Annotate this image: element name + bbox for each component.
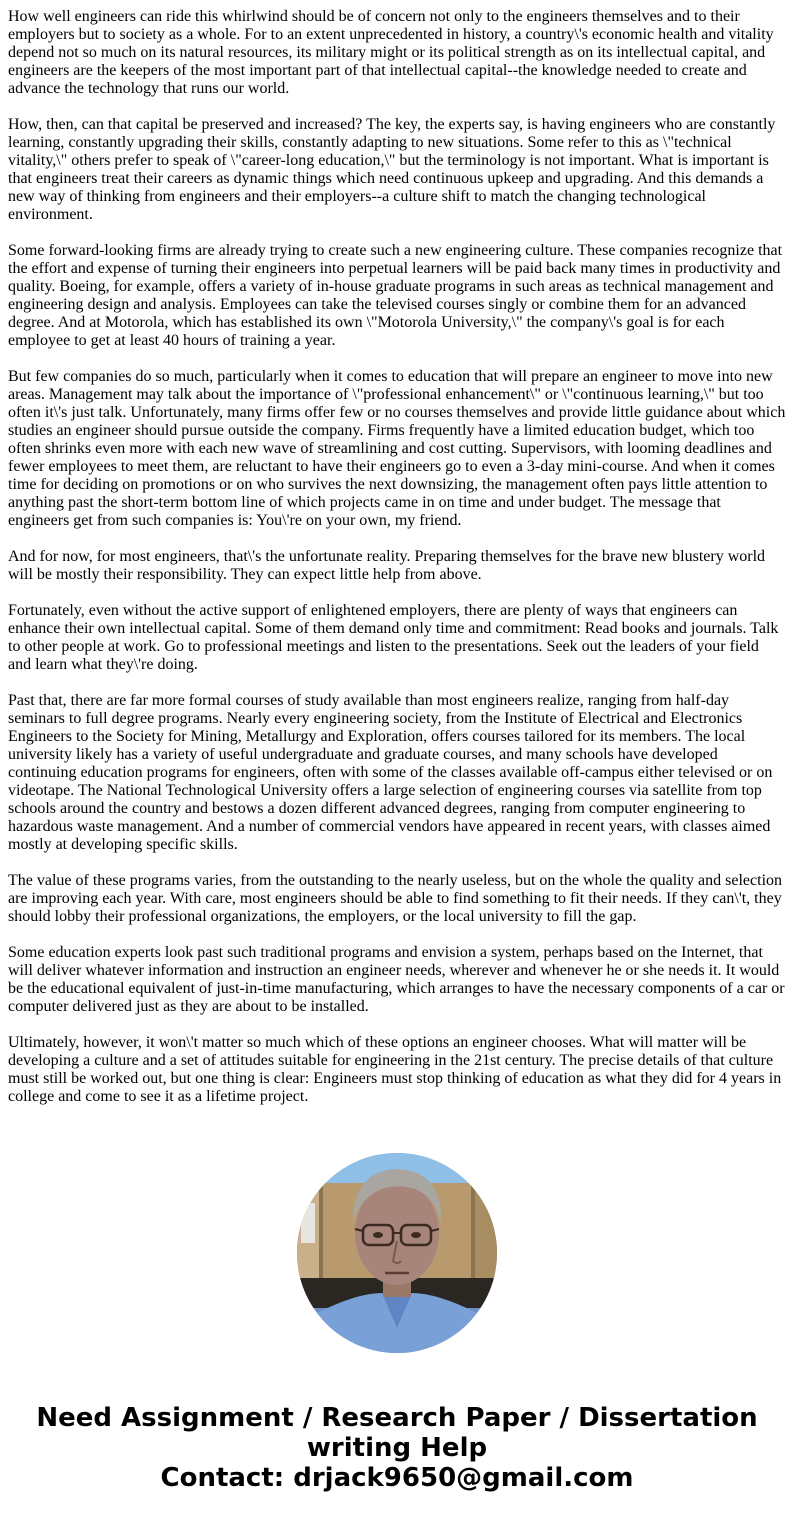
cta-subheadline: writing Help (306, 1433, 488, 1463)
paragraph: And for now, for most engineers, that\'s the unfortunate reality. Preparing themselves for the brave new blustery world will be mostly their responsibility. They can expect little help from above. (8, 548, 766, 583)
cta-headline: Need Assignment / Research Paper / Dissertation (36, 1403, 758, 1433)
contact-email: Contact: drjack9650@gmail.com (160, 1463, 634, 1493)
paragraph: Some education experts look past such traditional programs and envision a system, perhaps based on the Internet, that will deliver whatever information and instruction an engineer needs, wherever and whenever he or she needs it. It would be the educational equivalent of just-in-time manufacturing, which arranges to have the necessary components of a car or computer delivered just as they are about to be installed. (8, 944, 785, 1015)
paragraph: The value of these programs varies, from the outstanding to the nearly useless, but on the whole the quality and selection are improving each year. With care, most engineers should be able to find something to fit their needs. If they can\'t, they should lobby their professional organizations, the employers, or the local university to fill the gap. (8, 872, 783, 925)
paragraph: Fortunately, even without the active support of enlightened employers, there are plenty of ways that engineers can enhance their own intellectual capital. Some of them demand only time and commitment: Read books and journals. Talk to other people at work. Go to professional meetings and listen to the presentations. Seek out the leaders of your field and learn what they\'re doing. (8, 602, 779, 673)
portrait-image (297, 1153, 497, 1353)
paragraph: How well engineers can ride this whirlwind should be of concern not only to the engineers themselves and to their employers but to society as a whole. For to an extent unprecedented in history, a country\'s economic health and vitality depend not so much on its natural resources, its military might or its political strength as on its intellectual capital, and engineers are the keepers of the most important part of that intellectual capital--the knowledge needed to create and advance the technology that runs our world. (8, 8, 774, 97)
paragraph: Past that, there are far more formal courses of study available than most engineers realize, ranging from half-day seminars to full degree programs. Nearly every engineering society, from the Institute of Electrical and Electronics Engineers to the Society for Mining, Metallurgy and Exploration, offers courses tailored for its members. The local university likely has a variety of useful undergraduate and graduate courses, and many schools have developed continuing education programs for engineers, often with some of the classes available off-campus either televised or on videotape. The National Technological University offers a large selection of engineering courses via satellite from top schools around the country and bestows a dozen different advanced degrees, ranging from computer engineering to hazardous waste management. And a number of commercial vendors have appeared in recent years, with classes aimed mostly at developing specific skills. (8, 692, 773, 853)
paragraph: Ultimately, however, it won\'t matter so much which of these options an engineer chooses. What will matter will be developing a culture and a set of attitudes suitable for engineering in the 21st century. The precise details of that culture must still be worked out, but one thing is clear: Engineers must stop thinking of education as what they did for 4 years in college and come to see it as a lifetime project. (8, 1034, 782, 1105)
contact-banner (0, 1403, 794, 1493)
paragraph: How, then, can that capital be preserved and increased? The key, the experts say, is having engineers who are constantly learning, constantly upgrading their skills, constantly adapting to new situations. Some refer to this as \"technical vitality,\" others prefer to speak of \"career-long education,\" but the terminology is not important. What is important is that engineers treat their careers as dynamic things which need continuous upkeep and upgrading. And this demands a new way of thinking from engineers and their employers--a culture shift to match the changing technological environment. (8, 116, 776, 223)
paragraph: Some forward-looking firms are already trying to create such a new engineering culture. These companies recognize that the effort and expense of turning their engineers into perpetual learners will be paid back many times in productivity and quality. Boeing, for example, offers a variety of in-house graduate programs in such areas as technical management and engineering design and analysis. Employees can take the televised courses singly or combine them for an advanced degree. And at Motorola, which has established its own \"Motorola University,\" the company\'s goal is for each employee to get at least 40 hours of training a year. (8, 242, 783, 349)
author-avatar (297, 1153, 497, 1353)
paragraph: But few companies do so much, particularly when it comes to education that will prepare an engineer to move into new areas. Management may talk about the importance of \"professional enhancement\" or \"continuous learning,\" but too often it\'s just talk. Unfortunately, many firms offer few or no courses themselves and provide little guidance about which studies an engineer should pursue outside the company. Firms frequently have a limited education budget, which too often shrinks even more with each new wave of streamlining and cost cutting. Supervisors, with looming deadlines and fewer employees to meet them, are reluctant to have their engineers go to even a 3-day mini-course. And when it comes time for deciding on promotions or on who survives the next downsizing, the management often pays little attention to anything past the short-term bottom line of which projects came in on time and under budget. The message that engineers get from such companies is: You\'re on your own, my friend. (8, 368, 786, 529)
